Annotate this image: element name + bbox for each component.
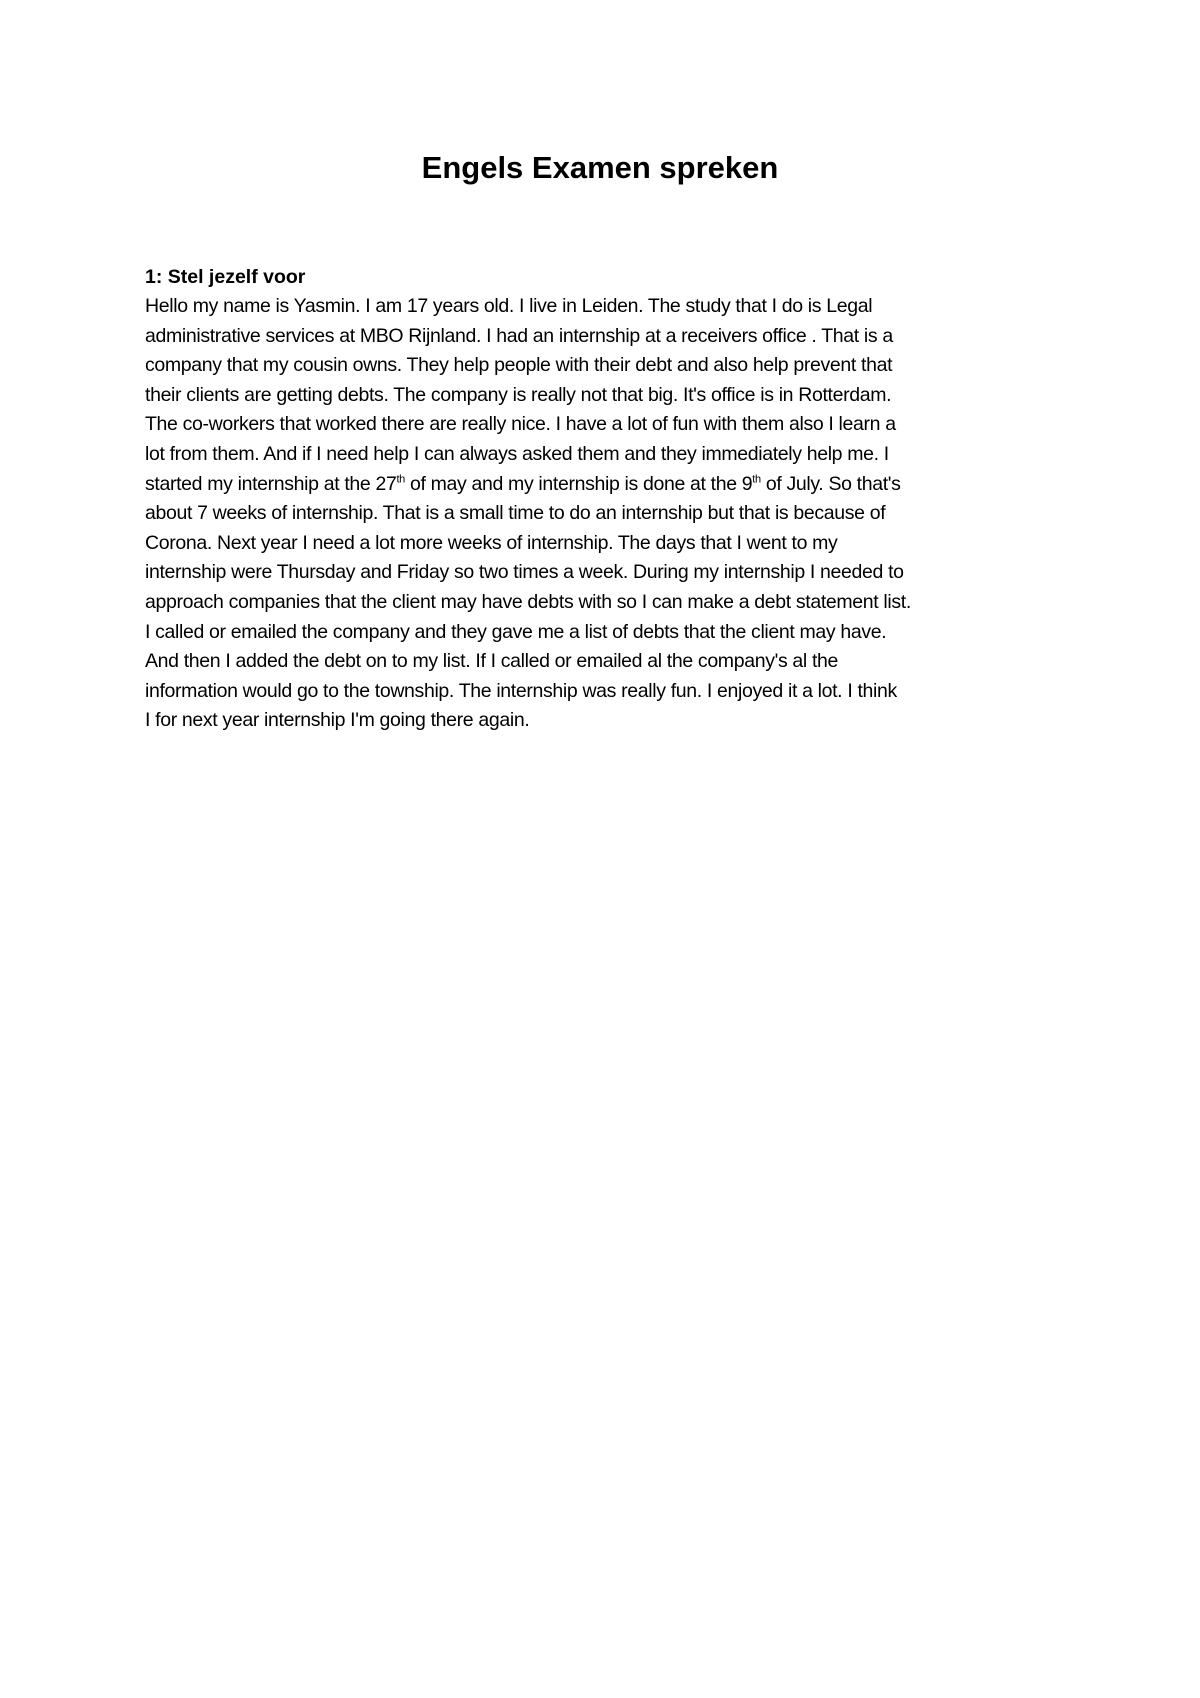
body-line: approach companies that the client may have debts with so I can make a debt statement list. xyxy=(145,590,911,613)
body-line: The co-workers that worked there are really nice. I have a lot of fun with them also I learn a xyxy=(145,413,896,436)
ordinal-suffix: th xyxy=(752,473,761,486)
body-line: Corona. Next year I need a lot more weeks of internship. The days that I went to my xyxy=(145,531,838,554)
body-line-with-superscripts xyxy=(145,470,1075,500)
body-line: And then I added the debt on to my list. If I called or emailed al the company's al the xyxy=(145,650,839,673)
document-title: Engels Examen spreken xyxy=(421,150,779,185)
body-line: I for next year internship I'm going there again. xyxy=(145,709,530,732)
body-line: lot from them. And if I need help I can always asked them and they immediately help me. I xyxy=(145,442,889,465)
line-segment: of July. So that's xyxy=(760,472,901,495)
body-line: Hello my name is Yasmin. I am 17 years old. I live in Leiden. The study that I do is Legal xyxy=(145,295,873,317)
body-line: information would go to the township. The internship was really fun. I enjoyed it a lot. I think xyxy=(145,679,897,702)
body-line: administrative services at MBO Rijnland. I had an internship at a receivers office . That is a xyxy=(145,324,893,347)
body-line: their clients are getting debts. The company is really not that big. It's office is in Rotterdam. xyxy=(145,383,892,406)
line-segment: started my internship at the 27 xyxy=(145,472,397,495)
section-heading: 1: Stel jezelf voor xyxy=(145,266,306,288)
body-line: company that my cousin owns. They help people with their debt and also help prevent that xyxy=(145,354,893,377)
section-body xyxy=(145,292,1075,736)
body-line: internship were Thursday and Friday so two times a week. During my internship I needed to xyxy=(145,561,904,584)
body-line: about 7 weeks of internship. That is a small time to do an internship but that is because of xyxy=(145,502,886,525)
body-line: I called or emailed the company and they gave me a list of debts that the client may have. xyxy=(145,620,887,643)
ordinal-suffix: th xyxy=(396,473,405,486)
line-segment: of may and my internship is done at the 9 xyxy=(404,472,753,495)
section-introduction xyxy=(145,262,1075,736)
